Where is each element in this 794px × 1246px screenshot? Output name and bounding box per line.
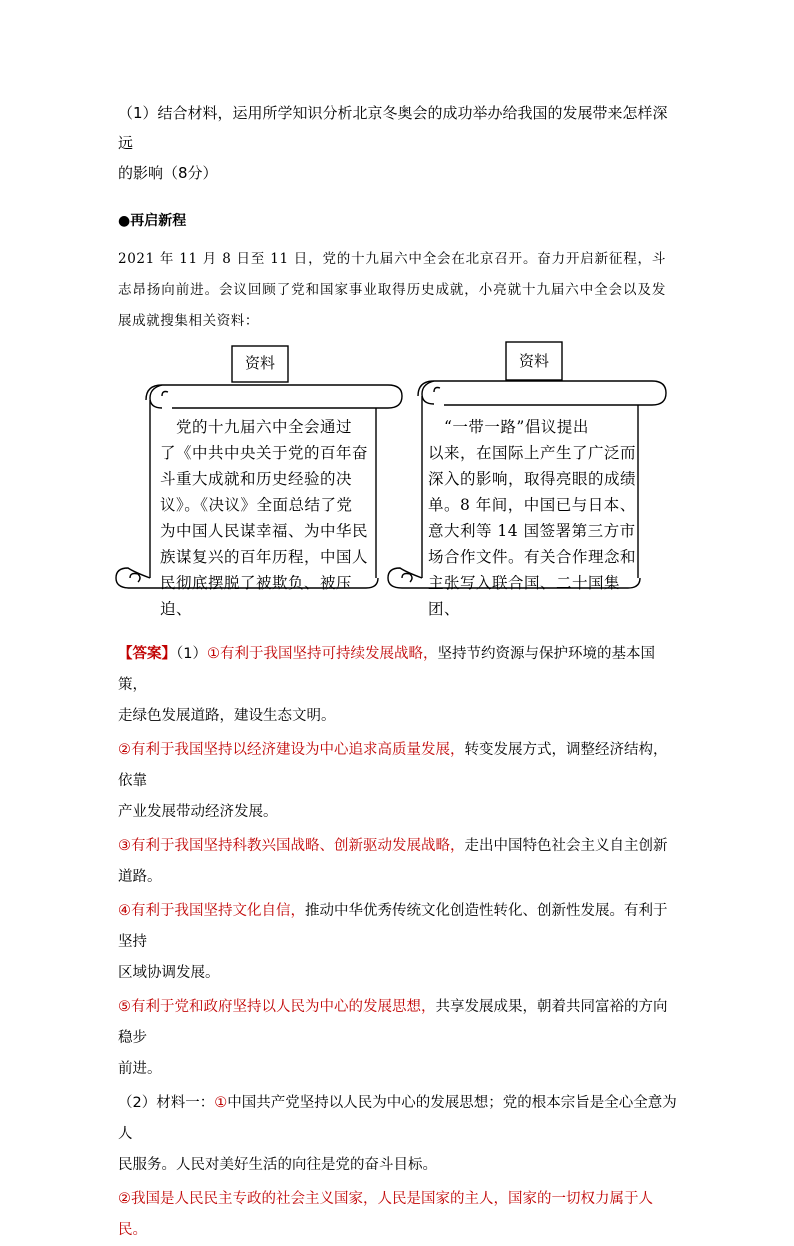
- scroll-right-label: 资料: [518, 352, 549, 370]
- answer-p2: [118, 735, 678, 797]
- answer-p1-red: ①有利于我国坚持可持续发展战略，: [206, 646, 438, 662]
- answer-block: [118, 639, 678, 1246]
- scroll-right-line: 主张写入联合国、二十国集团、: [428, 574, 621, 618]
- answer-p2-red: ②有利于我国坚持以经济建设为中心追求高质量发展，: [118, 742, 465, 758]
- answer-q2: [118, 1088, 678, 1150]
- scroll-left-line: 党的十九届六中全会通过: [160, 418, 353, 436]
- question-1-line-1: （1）结合材料，运用所学知识分析北京冬奥会的成功举办给我国的发展带来怎样深远: [118, 104, 668, 152]
- answer-p3-black: 走出中国特色社会主义自主创新道路。: [118, 838, 668, 885]
- intro-paragraph: 2021 年 11 月 8 日至 11 日，党的十九届六中全会在北京召开。奋力开启新征程，斗志昂扬向前进。会议回顾了党和国家事业取得历史成就，小亮就十九届六中全会以及发展成就搜集相关资料：: [118, 251, 666, 329]
- answer-p2-line2: 产业发展带动经济发展。: [118, 804, 278, 820]
- answer-q2-line2: 民服务。人民对美好生活的向往是党的奋斗目标。: [118, 1157, 437, 1173]
- scroll-left-label: 资料: [244, 354, 275, 372]
- question-1-line-2: 的影响（8分）: [118, 164, 218, 182]
- scroll-left-line: 斗重大成就和历史经验的决: [160, 470, 353, 488]
- answer-p5-line2: 前进。: [118, 1061, 162, 1077]
- scroll-left-line: 族谋复兴的百年历程，中国人: [160, 548, 369, 566]
- answer-q2-red: ①: [214, 1095, 228, 1111]
- answer-p5-red: ⑤有利于党和政府坚持以人民为中心的发展思想，: [118, 999, 436, 1015]
- answer-q2-black: 中国共产党坚持以人民为中心的发展思想；党的根本宗旨是全心全意为人: [118, 1095, 677, 1142]
- answer-p4: [118, 896, 678, 958]
- scroll-right-line: 以来，在国际上产生了广泛而: [428, 444, 637, 462]
- answer-p4-line2: 区域协调发展。: [118, 965, 220, 981]
- answer-q1-prefix: （1）: [176, 646, 207, 662]
- scroll-right-line: “一带一路”倡议提出: [428, 418, 589, 436]
- question-1: [118, 98, 678, 188]
- scroll-left-line: 议》。《决议》全面总结了党: [160, 496, 353, 514]
- scroll-right-line: 场合作文件。有关合作理念和: [428, 548, 637, 566]
- answer-tag: 【答案】: [118, 646, 176, 662]
- scroll-left-text: [160, 414, 380, 622]
- scroll-left-line: 了《中共中央关于党的百年奋: [160, 444, 369, 462]
- answer-p1: [118, 639, 678, 701]
- answer-p4-black: 推动中华优秀传统文化创造性转化、创新性发展。有利于坚持: [118, 903, 668, 950]
- scroll-left-line: 民彻底摆脱了被欺负、被压迫、: [160, 574, 353, 618]
- answer-p5-black: 共享发展成果，朝着共同富裕的方向稳步: [118, 999, 668, 1046]
- scroll-right-line: 深入的影响，取得亮眼的成绩: [428, 470, 637, 488]
- answer-p4-red: ④有利于我国坚持文化自信，: [118, 903, 305, 919]
- scroll-right-line: 意大利等 14 国签署第三方市: [428, 522, 636, 540]
- answer-q2-prefix: （2）材料一：: [118, 1095, 215, 1111]
- answer-p1-black: 坚持节约资源与保护环境的基本国策，: [118, 646, 655, 693]
- answer-q2-p2: ②我国是人民民主专政的社会主义国家，人民是国家的主人，国家的一切权力属于人民。: [118, 1191, 653, 1238]
- answer-p3: [118, 831, 678, 893]
- scroll-left-line: 为中国人民谋幸福、为中华民: [160, 522, 369, 540]
- answer-p2-black: 转变发展方式，调整经济结构，依靠: [118, 742, 668, 789]
- section-title: ●再启新程: [118, 213, 187, 229]
- answer-p1-line2: 走绿色发展道路，建设生态文明。: [118, 708, 336, 724]
- answer-p5: [118, 992, 678, 1054]
- scroll-right-text: [428, 414, 644, 622]
- answer-p3-red: ③有利于我国坚持科教兴国战略、创新驱动发展战略，: [118, 838, 465, 854]
- scroll-right-line: 单。8 年间，中国已与日本、: [428, 496, 636, 514]
